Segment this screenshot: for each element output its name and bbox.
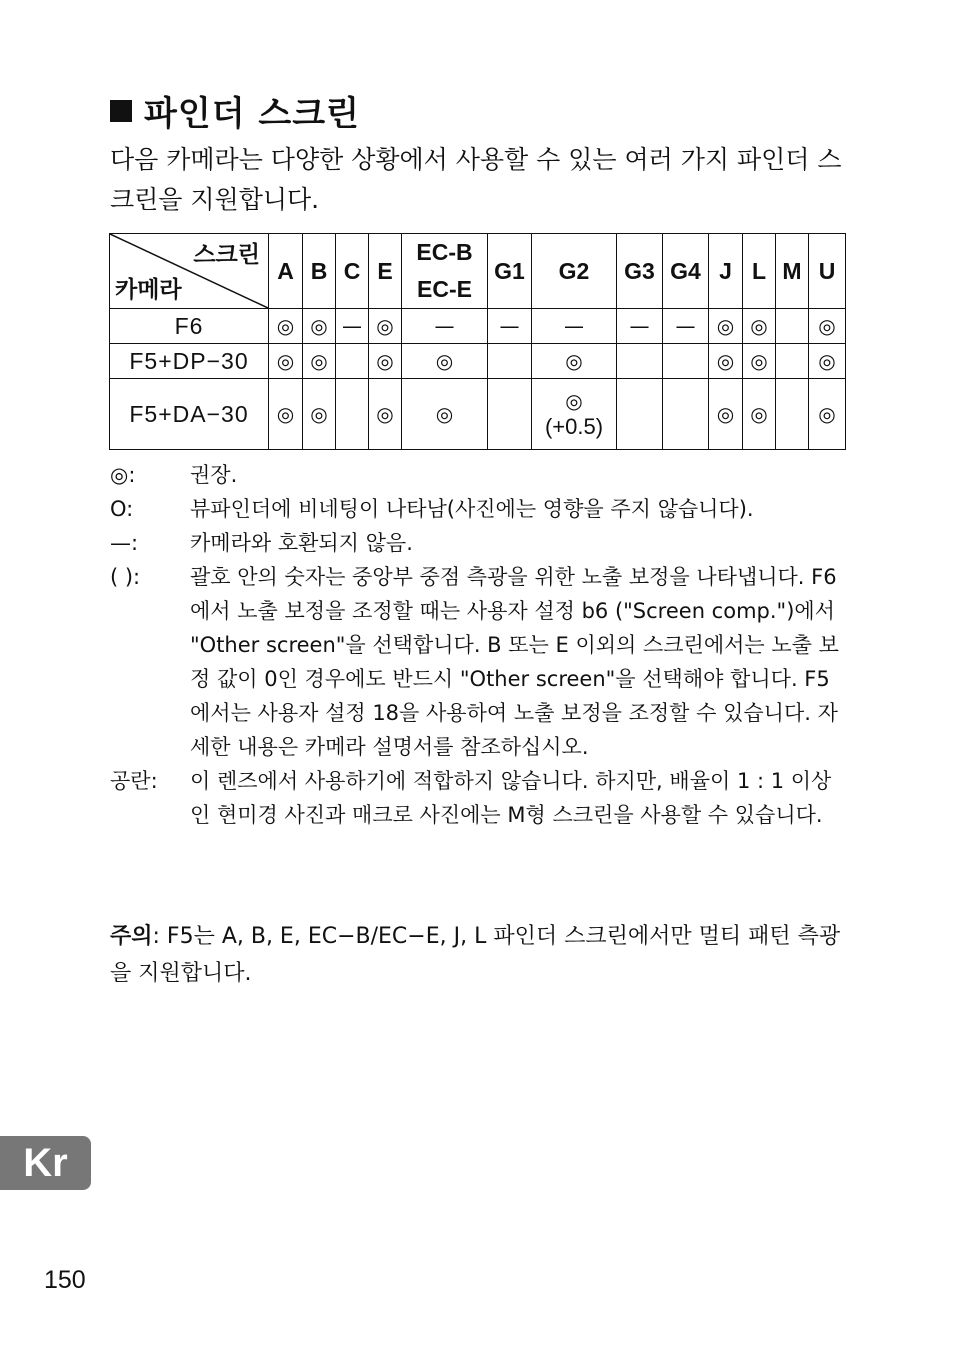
table-cell [776, 309, 809, 344]
legend-item [110, 764, 850, 832]
table-cell: ◎ [743, 344, 776, 379]
table-cell [488, 379, 532, 450]
legend-key: ( ): [110, 565, 141, 589]
legend-text: 권장. [190, 463, 238, 487]
col-header-e: E [369, 234, 402, 309]
legend-text: 뷰파인더에 비네팅이 나타남(사진에는 영향을 주지 않습니다). [190, 497, 754, 521]
table-cell: ◎ [402, 344, 488, 379]
col-header-u: U [809, 234, 846, 309]
table-cell: ◎ [369, 379, 402, 450]
recommended-mark: ◎ [565, 389, 583, 413]
screen-compatibility-table [109, 233, 846, 450]
table-cell: ◎ [809, 344, 846, 379]
square-bullet-icon [110, 100, 132, 122]
camera-name: F5+DP−30 [110, 344, 269, 379]
table-cell: ◎ [369, 309, 402, 344]
table-cell [336, 344, 369, 379]
intro-paragraph: 다음 카메라는 다양한 상황에서 사용할 수 있는 여러 가지 파인더 스크린을 지원합니다. [110, 145, 842, 214]
table-cell: ◎ [303, 309, 336, 344]
legend-key: —: [110, 531, 139, 555]
language-tab: Kr [0, 1136, 91, 1190]
table-row [110, 379, 846, 450]
table-cell: — [532, 309, 617, 344]
col-header-a: A [269, 234, 303, 309]
table-cell: ◎ [743, 309, 776, 344]
col-header-m: M [776, 234, 809, 309]
page-title-text: 파인더 스크린 [144, 94, 360, 134]
caution-note [110, 918, 850, 992]
table-cell: ◎ [709, 344, 743, 379]
camera-name: F5+DA−30 [110, 379, 269, 450]
caution-label: 주의 [110, 924, 153, 949]
table-cell: — [336, 309, 369, 344]
table-cell: ◎ [532, 344, 617, 379]
table-cell: — [663, 309, 709, 344]
camera-name: F6 [110, 309, 269, 344]
table-cell [617, 379, 663, 450]
table-cell: ◎ [809, 309, 846, 344]
col-header-c: C [336, 234, 369, 309]
col-header-b: B [303, 234, 336, 309]
legend-key: 공란: [110, 769, 158, 793]
table-cell-g2 [532, 379, 617, 450]
table-cell [663, 344, 709, 379]
col-header-g1: G1 [488, 234, 532, 309]
table-cell: ◎ [269, 309, 303, 344]
col-header-g2: G2 [532, 234, 617, 309]
table-row [110, 309, 846, 344]
table-cell [488, 344, 532, 379]
legend-text: 괄호 안의 숫자는 중앙부 중점 측광을 위한 노출 보정을 나타냅니다. F6에서 노출 보정을 조정할 때는 사용자 설정 b6 ("Screen comp.")에서 "Other screen"을 선택합니다. B 또는 E 이외의 스크린에서는 노출 보정 값이 0인 경우에도 반드시 "Other screen"을 선택해야 합니다. F5에서는 사용자 설정 18을 사용하여 노출 보정을 조정할 수 있습니다. 자세한 내용은 카메라 설명서를 참조하십시오. [190, 565, 839, 759]
table-cell: — [402, 309, 488, 344]
page-title [110, 86, 360, 135]
table-cell [617, 344, 663, 379]
col-header-g4: G4 [663, 234, 709, 309]
table-header-row [110, 234, 846, 309]
legend-text: 이 렌즈에서 사용하기에 적합하지 않습니다. 하지만, 배율이 1 : 1 이상인 현미경 사진과 매크로 사진에는 M형 스크린을 사용할 수 있습니다. [190, 769, 832, 827]
exposure-compensation-value: (+0.5) [544, 414, 604, 439]
table-cell: ◎ [303, 379, 336, 450]
legend [110, 458, 850, 832]
table-cell: ◎ [369, 344, 402, 379]
table-cell: ◎ [269, 344, 303, 379]
table-cell: — [617, 309, 663, 344]
legend-text: 카메라와 호환되지 않음. [190, 531, 413, 555]
legend-key: O: [110, 497, 134, 521]
table-cell: ◎ [809, 379, 846, 450]
caution-text: : F5는 A, B, E, EC−B/EC−E, J, L 파인더 스크린에서만 멀티 패턴 측광을 지원합니다. [110, 924, 841, 986]
legend-item [110, 526, 850, 560]
table-cell: — [488, 309, 532, 344]
table-cell: ◎ [402, 379, 488, 450]
legend-item [110, 560, 850, 764]
page-number: 150 [44, 1266, 86, 1294]
legend-key: ◎: [110, 463, 136, 487]
table-cell [336, 379, 369, 450]
table-cell: ◎ [303, 344, 336, 379]
table-cell: ◎ [269, 379, 303, 450]
table-cell [663, 379, 709, 450]
corner-label-screen: 스크린 [193, 242, 260, 268]
table-corner-cell [110, 234, 269, 309]
col-header-g3: G3 [617, 234, 663, 309]
col-header-ecb-ece [402, 234, 488, 309]
col-header-ecb: EC-B [416, 239, 473, 265]
corner-label-camera: 카메라 [115, 277, 182, 303]
table-cell [776, 379, 809, 450]
table-row [110, 344, 846, 379]
table-cell [776, 344, 809, 379]
table-cell: ◎ [709, 379, 743, 450]
table-cell: ◎ [743, 379, 776, 450]
col-header-j: J [709, 234, 743, 309]
col-header-ece: EC-E [417, 276, 472, 302]
legend-item [110, 492, 850, 526]
col-header-l: L [743, 234, 776, 309]
table-cell: ◎ [709, 309, 743, 344]
legend-item [110, 458, 850, 492]
